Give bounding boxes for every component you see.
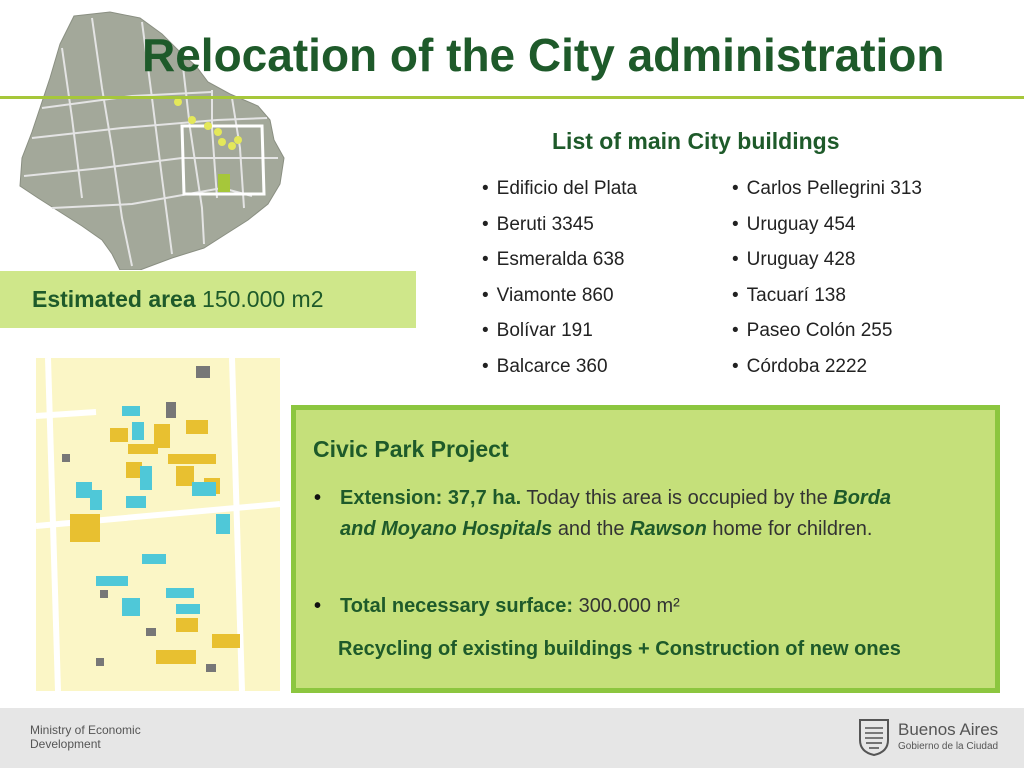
list-item: • Balcarce 360 <box>482 352 637 388</box>
list-item: • Bolívar 191 <box>482 316 637 352</box>
rawson-name: Rawson <box>630 518 707 540</box>
list-item: • Tacuarí 138 <box>732 281 922 317</box>
brand-subtitle: Gobierno de la Ciudad <box>898 741 999 752</box>
recycling-note: Recycling of existing buildings + Construction of new ones <box>338 638 901 660</box>
extension-value: 37,7 ha. <box>447 487 522 509</box>
surface-label: Total necessary surface: <box>340 595 574 617</box>
hospitals-name: Borda and Moyano Hospitals <box>340 487 892 540</box>
list-item: • Esmeralda 638 <box>482 245 637 281</box>
extension-text: Today this area is occupied by the <box>526 487 828 509</box>
buenos-aires-logo-icon <box>858 718 890 756</box>
list-item: • Carlos Pellegrini 313 <box>732 174 922 210</box>
list-item: • Paseo Colón 255 <box>732 316 922 352</box>
and-the-text: and the <box>557 518 625 540</box>
list-item: • Edificio del Plata <box>482 174 637 210</box>
footer-bar <box>0 708 1024 768</box>
list-item: • Uruguay 454 <box>732 210 922 246</box>
title-divider <box>0 96 1024 99</box>
estimated-area-box <box>0 271 416 328</box>
buildings-list-column-2 <box>732 174 922 388</box>
buildings-list-column-1 <box>482 174 637 388</box>
civic-park-box <box>291 405 1000 693</box>
list-item: • Uruguay 428 <box>732 245 922 281</box>
buildings-list-heading: List of main City buildings <box>552 128 840 154</box>
list-item: • Viamonte 860 <box>482 281 637 317</box>
civic-park-title: Civic Park Project <box>313 436 509 462</box>
bullet-icon: • <box>314 595 322 617</box>
ministry-label: Ministry of Economic Development <box>30 723 141 751</box>
extension-text-end: home for children. <box>712 518 873 540</box>
extension-label: Extension: <box>340 487 443 509</box>
page-title: Relocation of the City administration <box>142 29 945 81</box>
list-item: • Beruti 3345 <box>482 210 637 246</box>
surface-value: 300.000 m² <box>578 595 680 617</box>
estimated-area-label: Estimated area <box>32 286 196 312</box>
list-item: • Córdoba 2222 <box>732 352 922 388</box>
brand-name: Buenos Aires <box>898 720 999 739</box>
bullet-icon: • <box>314 487 322 509</box>
civic-park-site-map <box>36 358 280 691</box>
extension-bullet <box>314 483 930 545</box>
estimated-area-value: 150.000 m2 <box>202 286 324 312</box>
surface-bullet <box>314 591 900 622</box>
